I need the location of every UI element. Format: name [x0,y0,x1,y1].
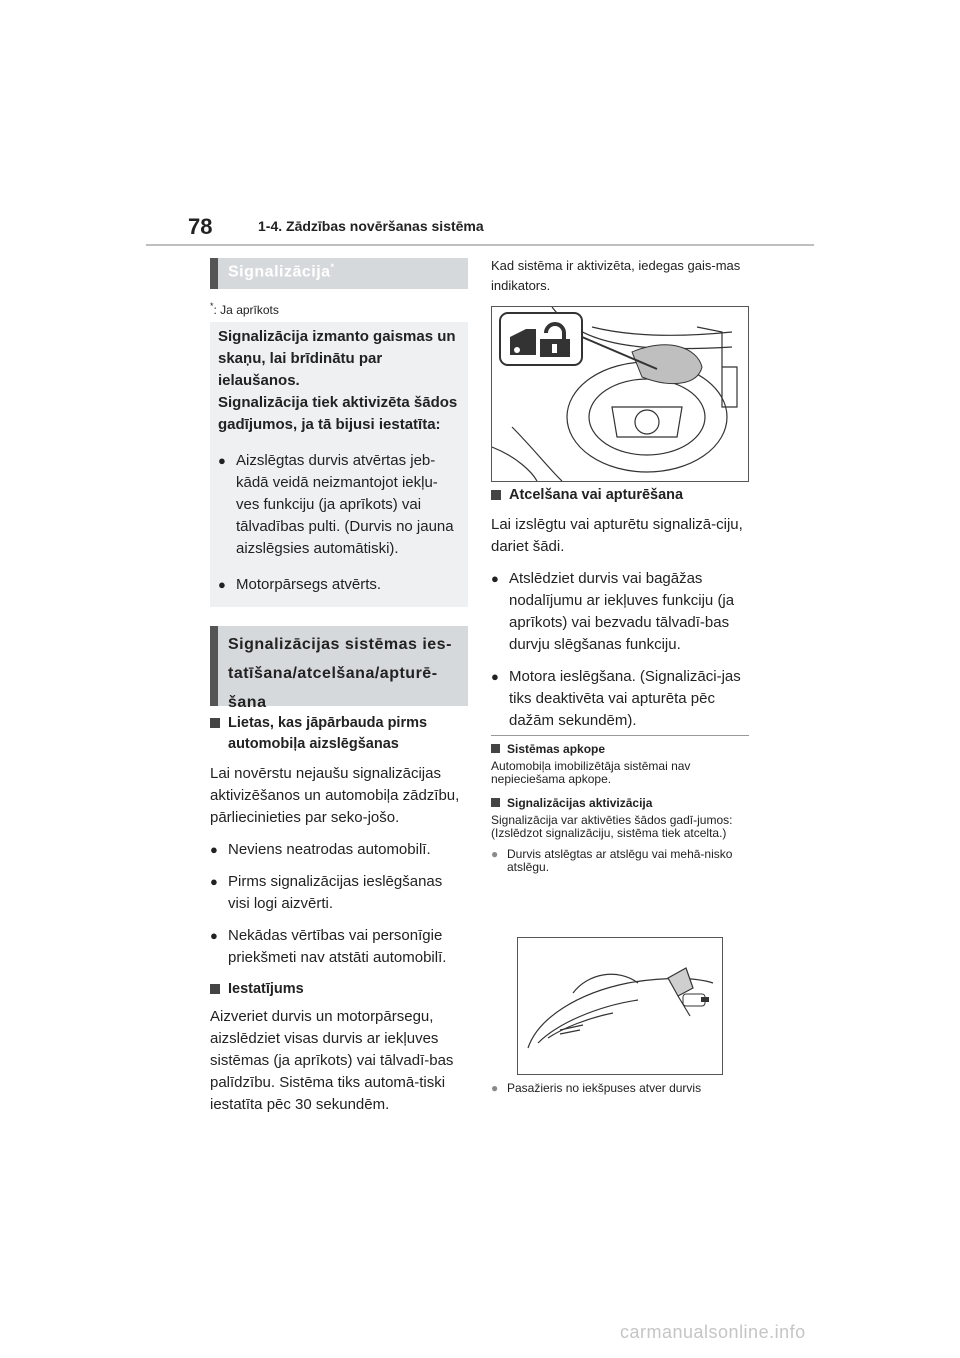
section-heading-setting: Signalizācijas sistēmas ies-tatīšana/atcelšana/apturē-šana [210,626,468,706]
setting-title: Iestatījums [210,979,468,1000]
check-items-title: Lietas, kas jāpārbauda pirms automobiļa aizslēgšanas [210,713,468,755]
footnote-marker: * [330,262,335,272]
door-handle-drawing [518,938,722,1074]
maintenance-title: Sistēmas apkope [491,742,749,756]
check-items-text: Lai novērstu nejaušu signalizācijas aktivizēšanos un automobiļa zādzību, pārliecinieties par seko-jošo. [210,765,460,826]
info-intro: Signalizācija izmanto gaismas un skaņu, lai brīdinātu par ielaušanos. [218,328,456,389]
notes-block [491,742,749,874]
check-items-block [210,713,468,969]
footnote-text: : Ja aprīkots [213,303,279,317]
dashboard-illustration [491,306,749,482]
watermark: carmanualsonline.info [620,1322,806,1342]
door-handle-illustration [517,937,723,1075]
indicator-text: Kad sistēma ir aktivizēta, iedegas gais-mas indikators. [491,258,741,293]
chapter-title: 1-4. Zādzības novēršanas sistēma [258,218,484,234]
activation-title: Signalizācijas aktivizācija [491,796,749,810]
info-bullet: ● Aizslēgtas durvis atvērtas jeb-kādā veidā neizmantojot iekļu-ves funkciju (ja aprīkots) vai tālvadības pulti. (Durvis no jauna aizslēgsies automātiski). [218,450,460,560]
cancel-block [491,485,749,732]
section-heading-alarm-text: Signalizācija [228,263,331,281]
info-box [210,322,468,607]
maintenance-text: Automobiļa imobilizētāja sistēmai nav nepieciešama apkope. [491,759,691,786]
activation-bullet: ● Durvis atslēgtas ar atslēgu vai mehā-nisko atslēgu. [491,848,749,874]
setting-text: Aizveriet durvis un motorpārsegu, aizslēdziet visas durvis ar iekļuves sistēmas (ja aprīkots) vai tālvadī-bas palīdzību. Sistēma tiks automā-tiski iestatīta pēc 30 sekundēm. [210,1008,454,1113]
cancel-bullet: ● Atslēdziet durvis vai bagāžas nodalījumu ar iekļuves funkciju (ja aprīkots) vai bezvadu tālvadī-bas durvju slēgšanas funkciju. [491,568,749,656]
cancel-bullet: ● Motora ieslēgšana. (Signalizāci-jas tiks deaktivēta vai apturēta pēc dažām sekundēm). [491,666,749,732]
cancel-text: Lai izslēgtu vai apturētu signalizā-ciju, dariet šādi. [491,516,743,555]
footnote [210,301,468,317]
check-bullet: ● Neviens neatrodas automobilī. [210,839,468,861]
activation-note: (Izslēdzot signalizāciju, sistēma tiek atcelta.) [491,826,727,840]
check-bullet: ● Nekādas vērtības vai personīgie priekšmeti nav atstāti automobilī. [210,925,468,969]
activation-text: Signalizācija var aktivēties šādos gadī-jumos: [491,813,733,827]
check-bullet: ● Pirms signalizācijas ieslēgšanas visi logi aizvērti. [210,871,468,915]
cancel-title: Atcelšana vai apturēšana [491,485,749,506]
setting-block [210,979,468,1116]
dashboard-drawing [492,307,748,481]
info-bullet: ● Motorpārsegs atvērts. [218,574,460,596]
page-number: 78 [188,214,213,239]
activation-bullet: ● Pasažieris no iekšpuses atver durvis [491,1082,765,1095]
notes-divider [491,735,749,736]
footnote-star: * [210,301,214,311]
info-activated: Signalizācija tiek aktivizēta šādos gadījumos, ja tā bijusi iestatīta: [218,394,458,433]
header-divider [146,244,814,246]
section-heading-alarm [210,258,468,289]
